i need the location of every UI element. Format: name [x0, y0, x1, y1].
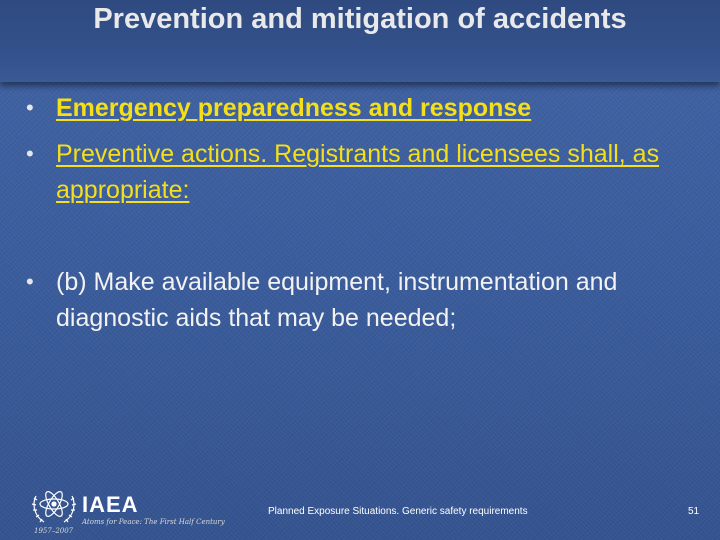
un-emblem-atom-icon [32, 489, 76, 522]
bullet-item-1 [26, 90, 696, 126]
page-number: 51 [688, 506, 700, 517]
footer-caption: Planned Exposure Situations. Generic safety requirements [268, 506, 528, 517]
bullet-text-1: Emergency preparedness and response [56, 94, 532, 122]
bullet-item-2 [26, 136, 696, 208]
bullet-dot-icon: • [26, 269, 34, 294]
iaea-motto: Atoms for Peace: The First Half Century [82, 518, 225, 526]
bullet-dot-icon: • [26, 95, 34, 120]
slide-title: Prevention and mitigation of accidents [93, 3, 627, 35]
bullet-text-2: Preventive actions. Registrants and licensees shall, as appropriate: [56, 140, 660, 204]
iaea-wordmark: IAEA [82, 492, 139, 517]
bullet-item-3 [26, 264, 696, 336]
bullet-text-3: (b) Make available equipment, instrumentation and diagnostic aids that may be needed; [56, 268, 618, 332]
bullet-dot-icon: • [26, 141, 34, 166]
iaea-years: 1957–2007 [34, 527, 74, 535]
